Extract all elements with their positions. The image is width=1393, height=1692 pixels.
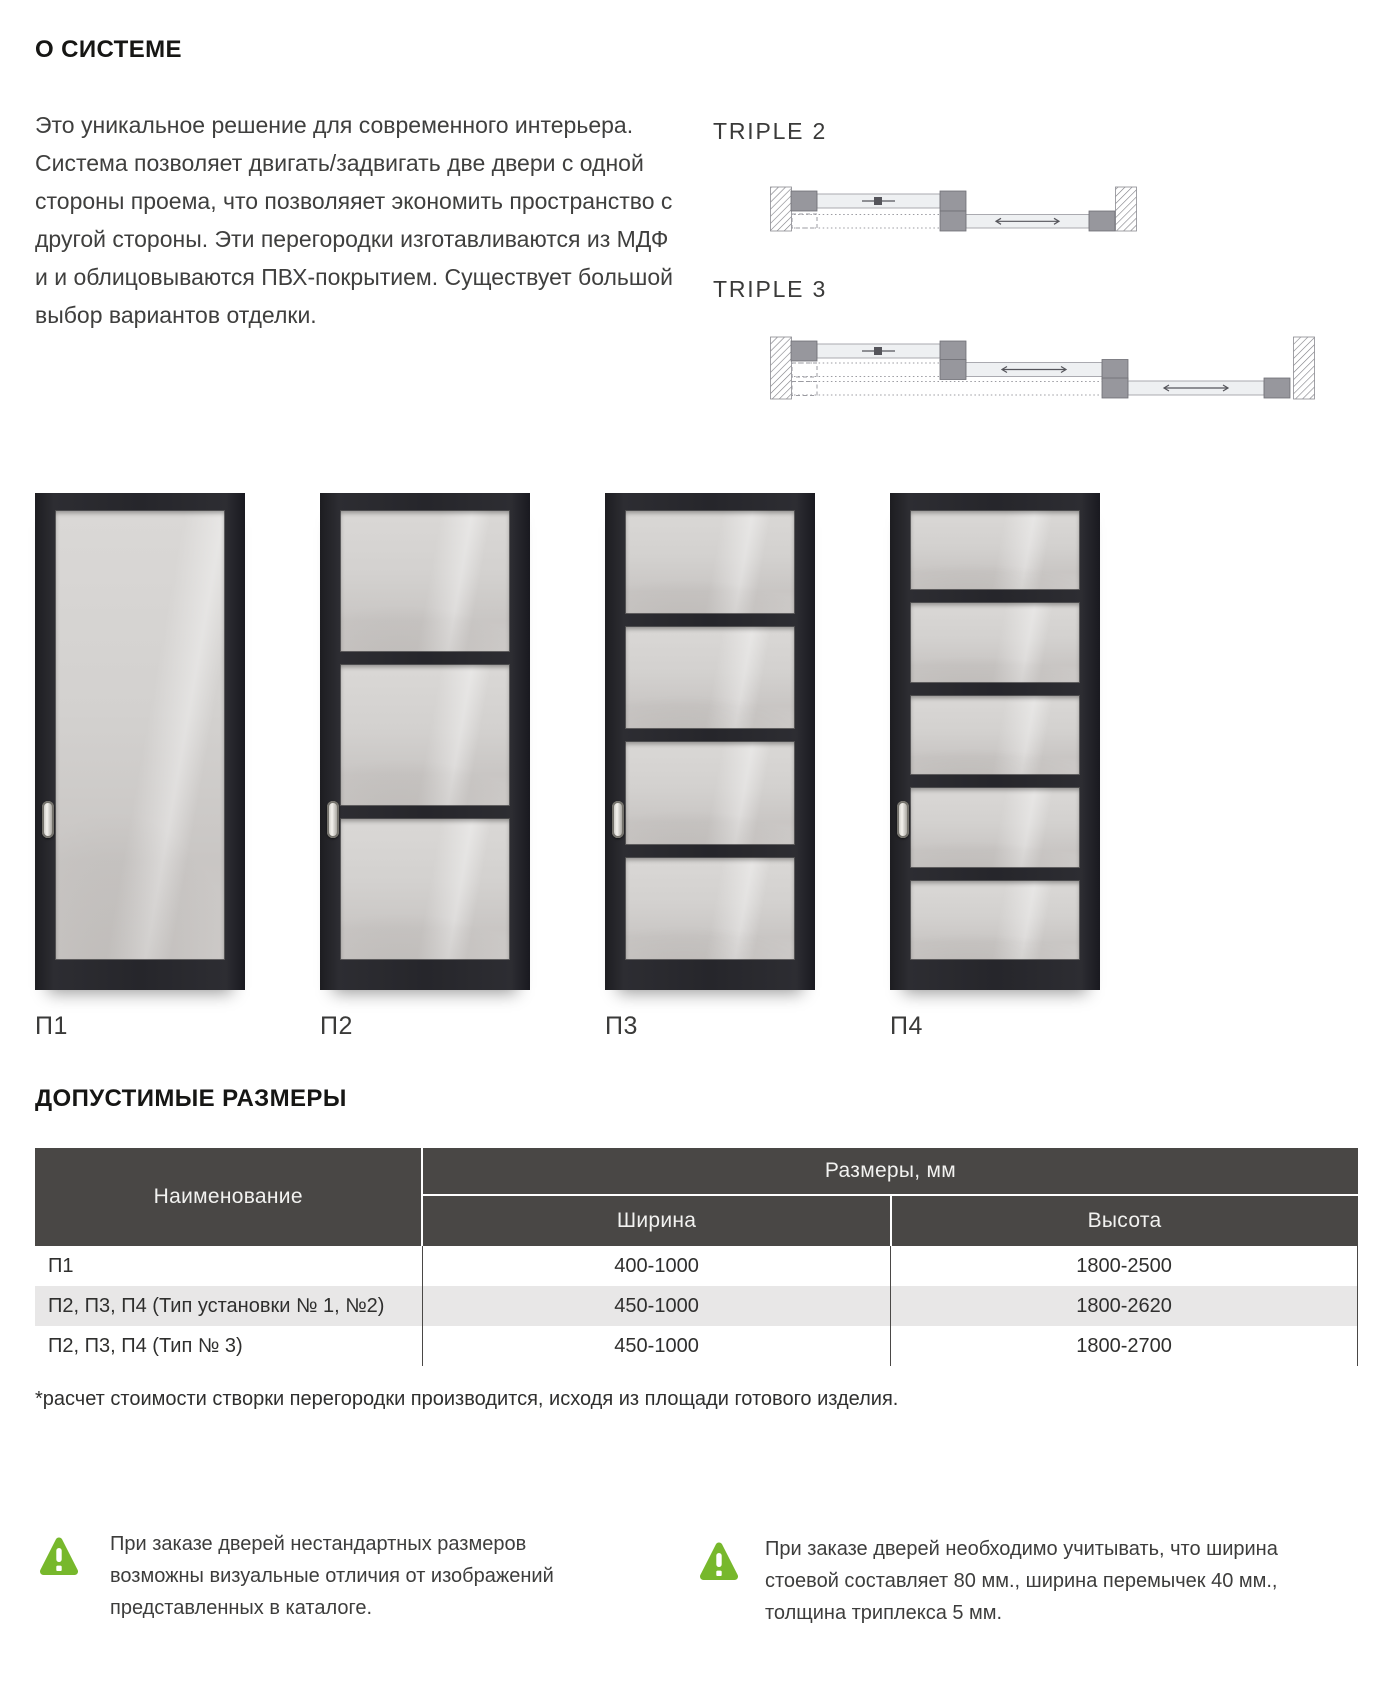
connector-block — [791, 341, 817, 361]
cell-width: 450-1000 — [422, 1286, 890, 1326]
door-image — [320, 493, 530, 990]
connector-block — [940, 211, 966, 231]
door-glass-panel — [340, 818, 510, 960]
door-handle-icon — [897, 801, 909, 838]
door-figure — [890, 493, 1100, 1041]
door-image — [605, 493, 815, 990]
door-glass-area — [625, 510, 795, 960]
door-glass-panel — [910, 695, 1080, 775]
triple3-schematic-diagram — [770, 330, 1316, 408]
door-glass-panel — [910, 787, 1080, 867]
door-handle-icon — [327, 801, 339, 838]
cell-width: 400-1000 — [422, 1246, 890, 1286]
door-glass-panel — [625, 857, 795, 961]
door-glass-area — [340, 510, 510, 960]
sizes-table — [35, 1148, 1358, 1366]
cell-name: П2, П3, П4 (Тип установки № 1, №2) — [35, 1286, 422, 1326]
column-header-sizes: Размеры, мм — [422, 1148, 1357, 1195]
door-handle-icon — [42, 801, 54, 838]
cell-width: 450-1000 — [422, 1326, 890, 1366]
table-row — [35, 1246, 1358, 1286]
door-glass-area — [55, 510, 225, 960]
connector-block — [1102, 360, 1128, 380]
cell-name: П1 — [35, 1246, 422, 1286]
door-glass-panel — [340, 664, 510, 806]
door-glass-area — [910, 510, 1080, 960]
wall-hatch-left — [771, 337, 792, 399]
door-label: П3 — [605, 1012, 638, 1040]
triple2-schematic-diagram — [770, 181, 1142, 235]
door-glass-panel — [910, 510, 1080, 590]
door-label: П2 — [320, 1012, 353, 1040]
warning-icon — [700, 1541, 738, 1583]
door-image — [35, 493, 245, 990]
connector-block — [1102, 378, 1128, 398]
ghost-door-outline — [792, 363, 817, 377]
connector-block — [940, 360, 966, 380]
door-figure — [605, 493, 815, 1041]
ghost-door-outline — [792, 214, 817, 228]
sizes-title: ДОПУСТИМЫЕ РАЗМЕРЫ — [35, 1085, 347, 1112]
wall-hatch-right — [1116, 187, 1137, 231]
about-paragraph: Это уникальное решение для современного интерьера. Система позволяет двигать/задвигать две двери с одной стороны проема, что позволяяет экономить пространство с другой стороны. Эти перегородки изготавливаются из МДФ и и облицовываются ПВХ-покрытием. Существует большой выбор вариантов отделки. — [35, 112, 673, 328]
ghost-door-outline — [792, 382, 817, 396]
connector-block — [791, 191, 817, 211]
triple2-label: TRIPLE 2 — [713, 118, 828, 144]
door-label: П1 — [35, 1012, 68, 1040]
wall-hatch-left — [771, 187, 792, 231]
note-profile-widths: При заказе дверей необходимо учитывать, что ширина стоевой составляет 80 мм., ширина перемычек 40 мм., толщина триплекса 5 мм. — [765, 1538, 1278, 1624]
cell-height: 1800-2620 — [891, 1286, 1358, 1326]
fixed-marker-square — [874, 347, 882, 355]
footnote: *расчет стоимости створки перегородки производится, исходя из площади готового изделия. — [35, 1388, 899, 1410]
page-title: О СИСТЕМЕ — [35, 36, 182, 63]
door-glass-panel — [625, 626, 795, 730]
column-header-width: Ширина — [422, 1195, 890, 1246]
cell-name: П2, П3, П4 (Тип № 3) — [35, 1326, 422, 1366]
triple3-label: TRIPLE 3 — [713, 276, 828, 302]
door-glass-panel — [910, 602, 1080, 682]
door-glass-panel — [55, 510, 225, 960]
connector-block — [940, 341, 966, 361]
column-header-height: Высота — [891, 1195, 1358, 1246]
door-figure — [35, 493, 245, 1041]
table-row — [35, 1286, 1358, 1326]
door-glass-panel — [625, 741, 795, 845]
cell-height: 1800-2500 — [891, 1246, 1358, 1286]
table-row — [35, 1326, 1358, 1366]
connector-block — [940, 191, 966, 211]
door-image — [890, 493, 1100, 990]
door-glass-panel — [910, 880, 1080, 960]
door-handle-icon — [612, 801, 624, 838]
column-header-name: Наименование — [35, 1148, 422, 1246]
fixed-marker-square — [874, 197, 882, 205]
door-glass-panel — [340, 510, 510, 652]
warning-icon — [40, 1536, 78, 1578]
door-label: П4 — [890, 1012, 923, 1040]
cell-height: 1800-2700 — [891, 1326, 1358, 1366]
note-nonstandard-sizes: При заказе дверей нестандартных размеров возможны визуальные отличия от изображений представленных в каталоге. — [110, 1533, 554, 1619]
door-figure — [320, 493, 530, 1041]
connector-block — [1089, 211, 1115, 231]
connector-block — [1264, 378, 1290, 398]
door-glass-panel — [625, 510, 795, 614]
wall-hatch-right — [1294, 337, 1315, 399]
door-variants-row — [35, 493, 1100, 1041]
